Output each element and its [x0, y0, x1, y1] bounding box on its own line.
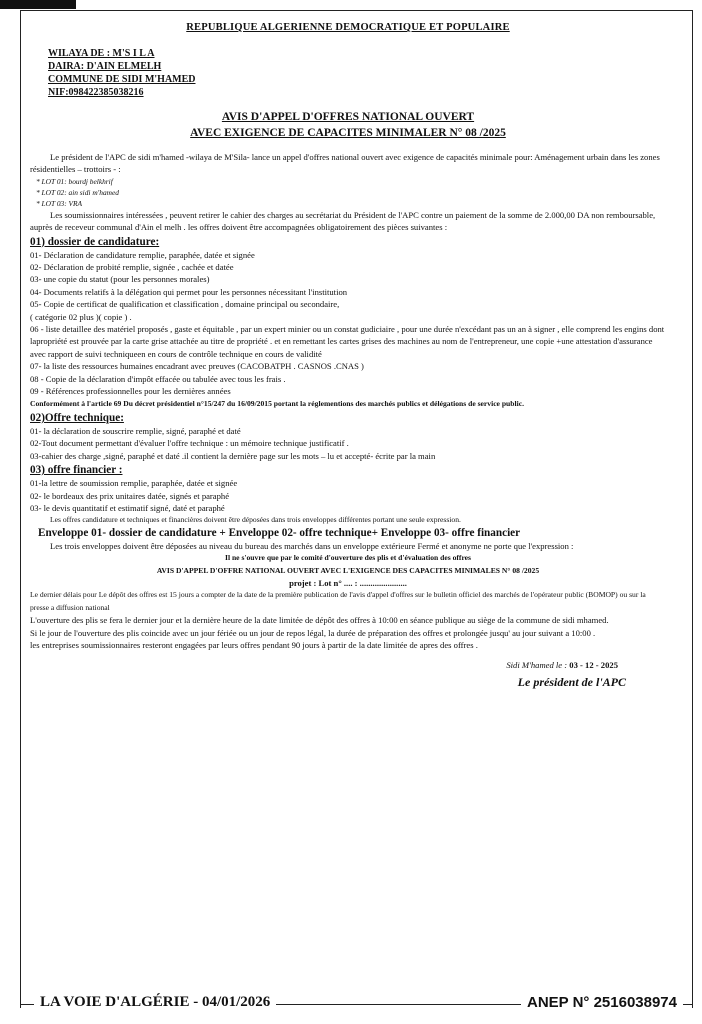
- title-line-1: AVIS D'APPEL D'OFFRES NATIONAL OUVERT: [221, 111, 475, 123]
- president-signature: Le président de l'APC: [517, 674, 626, 689]
- notice-body: [30, 151, 666, 688]
- candidature-item: 04- Documents relatifs à la délégation qui permet pour les personnes nécessitant l'institution: [30, 286, 348, 297]
- republic-header: REPUBLIQUE ALGERIENNE DEMOCRATIQUE ET POPULAIRE: [186, 22, 510, 33]
- ouverture-text: L'ouverture des plis se fera le dernier jour et la dernière heure de la date limitée de dépôt des offres à 10:00 en séance publique au siège de la commune de sidi mhamed.: [30, 615, 609, 626]
- notice-title: [30, 109, 666, 141]
- lot-1: * LOT 01: bourdj belkhrif: [36, 176, 113, 186]
- candidature-item: 02- Déclaration de probité remplie, signée , cachée et datée: [30, 262, 234, 273]
- newspaper-credit: LA VOIE D'ALGÉRIE - 04/01/2026: [34, 994, 276, 1011]
- signature-date: 03 - 12 - 2025: [569, 660, 618, 671]
- financier-item: 01-la lettre de soumission remplie, paraphée, datée et signée: [30, 478, 238, 489]
- lot-2: * LOT 02: ain sidi m'hamed: [36, 187, 119, 197]
- section-technique-heading: 02)Offre technique:: [30, 411, 124, 424]
- candidature-item: 08 - Copie de la déclaration d'impôt effacée ou tabulée avec tous les frais .: [30, 373, 286, 384]
- corner-tab: [0, 0, 76, 9]
- admin-block: [48, 47, 666, 99]
- candidature-item: ( catégorie 02 plus )( copie ) .: [30, 311, 132, 322]
- delais-text: Le dernier délais pour Le dépôt des offres est 15 jours a compter de la date de la première publication de l'avis d'appel d'offres sur le bulletin officiel des marchés de l'opérateur public (BOMOP) ou sur la presse a diffusion national: [30, 590, 646, 612]
- technique-item: 02-Tout document permettant d'évaluer l'offre technique : un mémoire technique justificatif .: [30, 438, 349, 449]
- enveloppes-line: Enveloppe 01- dossier de candidature + Enveloppe 02- offre technique+ Enveloppe 03- offre financier: [38, 526, 521, 539]
- wilaya: WILAYA DE : M'S I L A: [48, 48, 155, 59]
- candidature-item: 06 - liste detaillee des matériel proposés , gaste et équitable , par un expert minier ou un constat gudiciaire , pour une durée n'excédant pas un an à signer , elle comprend les engins dont lapropriété est prouvée par la carte grise attachée au titre de propriété . et en remettant les cartes grises des machines au nom de l'entrepreneur, une copie +une attestation d'assurance avec rapport de suivi techniqueen en cours de contrôle technique en cours de validité: [30, 324, 665, 359]
- engagees-text: les entreprises soumissionnaires resteront engagées par leurs offres pendant 90 jours à partir de la date limitée de apres des offres .: [30, 640, 478, 650]
- section-financier-heading: 03) offre financier :: [30, 464, 123, 477]
- anep-number: ANEP N° 2516038974: [521, 994, 683, 1011]
- commune: COMMUNE DE SIDI M'HAMED: [48, 74, 196, 85]
- retrait-text: Les soumissionnaires intéressées , peuvent retirer le cahier des charges au secrétariat du Président de l'APC contre un paiement de la somme de 2.000,00 DA non remboursable, auprès de receveur communal d'Ain el melh . les offres doivent être accompagnées obligatoirement des pièces suivantes :: [30, 209, 656, 233]
- lot-3: * LOT 03: VRA: [36, 198, 83, 208]
- ferie-text: Si le jour de l'ouverture des plis coincide avec un jour fériée ou un jour de repos légal, la durée de préparation des offres et prolongée jusqu' au jour suivant a 10:00 .: [30, 627, 596, 638]
- candidature-item: 09 - Références professionnelles pour les dernières années: [30, 386, 231, 397]
- depot-note: Les offres candidature et techniques et financières doivent être déposées dans trois enveloppes différentes portant une seule expression.: [50, 515, 461, 525]
- financier-item: 02- le bordeaux des prix unitaires datée, signés et paraphé: [30, 490, 230, 501]
- candidature-item: 05- Copie de certificat de qualification et classification , domaine principal ou secondaire,: [30, 299, 340, 310]
- avis-repeat: AVIS D'APPEL D'OFFRE NATIONAL OUVERT AVEC L'EXIGENCE DES CAPACITES MINIMALES N° 08 /2025: [156, 565, 540, 575]
- conformement-note: Conformément à l'article 69 Du décret présidentiel n°15/247 du 16/09/2015 portant la réglementions des marchés publics et délégations de service public.: [30, 398, 524, 408]
- notice-page: [30, 16, 666, 688]
- technique-item: 03-cahier des charge ,signé, paraphé et daté .il contient la dernière page sur les mots – lu et accepté- écrite par la main: [30, 450, 436, 461]
- footer-bar: [20, 994, 693, 1014]
- section-candidature-heading: 01) dossier de candidature:: [30, 235, 160, 248]
- ne-souvre: Il ne s'ouvre que par le comité d'ouverture des plis et d'évaluation des offres: [224, 553, 472, 563]
- candidature-item: 01- Déclaration de candidature remplie, paraphée, datée et signée: [30, 249, 255, 260]
- intro-text: Le président de l'APC de sidi m'hamed -wilaya de M'Sila- lance un appel d'offres national ouvert avec exigence de capacités minimale pour: Aménagement urbain dans les zones résidentielles – trottoirs - :: [30, 152, 660, 175]
- signature-place: Sidi M'hamed le :: [506, 660, 568, 671]
- signature-line: [30, 659, 618, 671]
- technique-item: 01- la déclaration de souscrire remplie, signé, paraphé et daté: [30, 425, 241, 436]
- daira: DAIRA: D'AIN ELMELH: [48, 61, 162, 72]
- title-line-2: AVEC EXIGENCE DE CAPACITES MINIMALER N° 08 /2025: [190, 127, 506, 139]
- enveloppe-text: Les trois enveloppes doivent être déposées au niveau du bureau des marchés dans un enveloppe extérieure Fermé et anonyme ne porte que l'expression :: [50, 540, 574, 551]
- candidature-item: 07- la liste des ressources humaines encadrant avec preuves (CACOBATPH . CASNOS .CNAS ): [30, 361, 364, 372]
- candidature-item: 03- une copie du statut (pour les personnes morales): [30, 274, 210, 285]
- nif: NIF:098422385038216: [48, 87, 144, 98]
- projet-line: projet : Lot n° .... : ......................: [289, 577, 407, 588]
- financier-item: 03- le devis quantitatif et estimatif signé, daté et paraphé: [30, 502, 225, 513]
